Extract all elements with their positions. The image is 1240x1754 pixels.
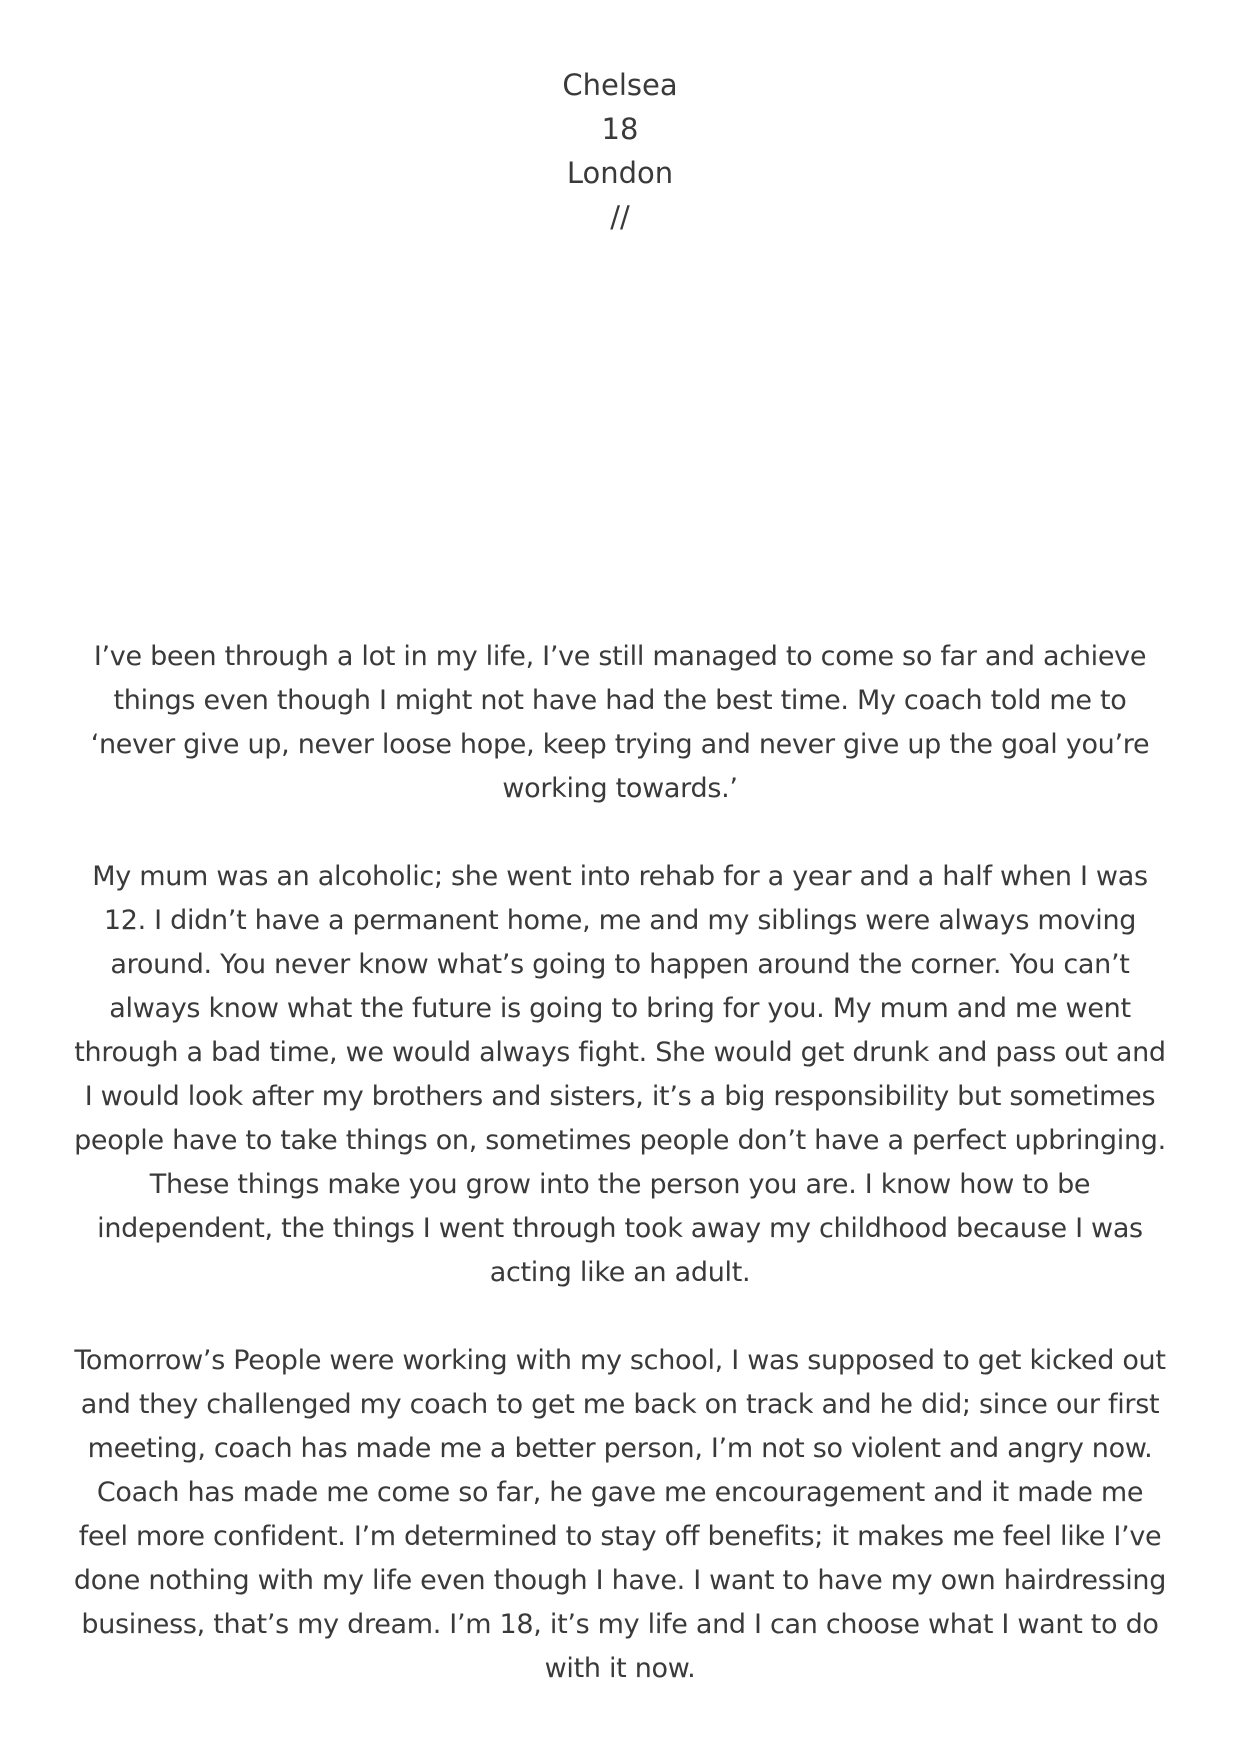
story-body <box>70 635 1170 1735</box>
profile-header <box>0 63 1240 239</box>
profile-location: London <box>566 156 674 190</box>
story-paragraph-3: Tomorrow’s People were working with my school, I was supposed to get kicked out and they challenged my coach to get me back on track and he did; since our first meeting, coach has made me a better person, I’m not so violent and angry now. Coach has made me come so far, he gave me encouragement and it made me feel more confident. I’m determined to stay off benefits; it makes me feel like I’ve done nothing with my life even though I have. I want to have my own hairdressing business, that’s my dream. I’m 18, it’s my life and I can choose what I want to do with it now. <box>73 1345 1167 1684</box>
story-paragraph-2: My mum was an alcoholic; she went into rehab for a year and a half when I was 12. I didn’t have a permanent home, me and my siblings were always moving around. You never know what’s going to happen around the corner. You can’t always know what the future is going to bring for you. My mum and me went through a bad time, we would always fight. She would get drunk and pass out and I would look after my brothers and sisters, it’s a big responsibility but sometimes people have to take things on, sometimes people don’t have a perfect upbringing. These things make you grow into the person you are. I know how to be independent, the things I went through took away my childhood because I was acting like an adult. <box>74 861 1166 1288</box>
story-paragraph-1: I’ve been through a lot in my life, I’ve still managed to come so far and achieve things even though I might not have had the best time. My coach told me to ‘never give up, never loose hope, keep trying and never give up the goal you’re working towards.’ <box>90 641 1150 804</box>
profile-name: Chelsea <box>562 68 678 102</box>
profile-age: 18 <box>601 112 639 146</box>
header-divider: // <box>610 200 630 234</box>
